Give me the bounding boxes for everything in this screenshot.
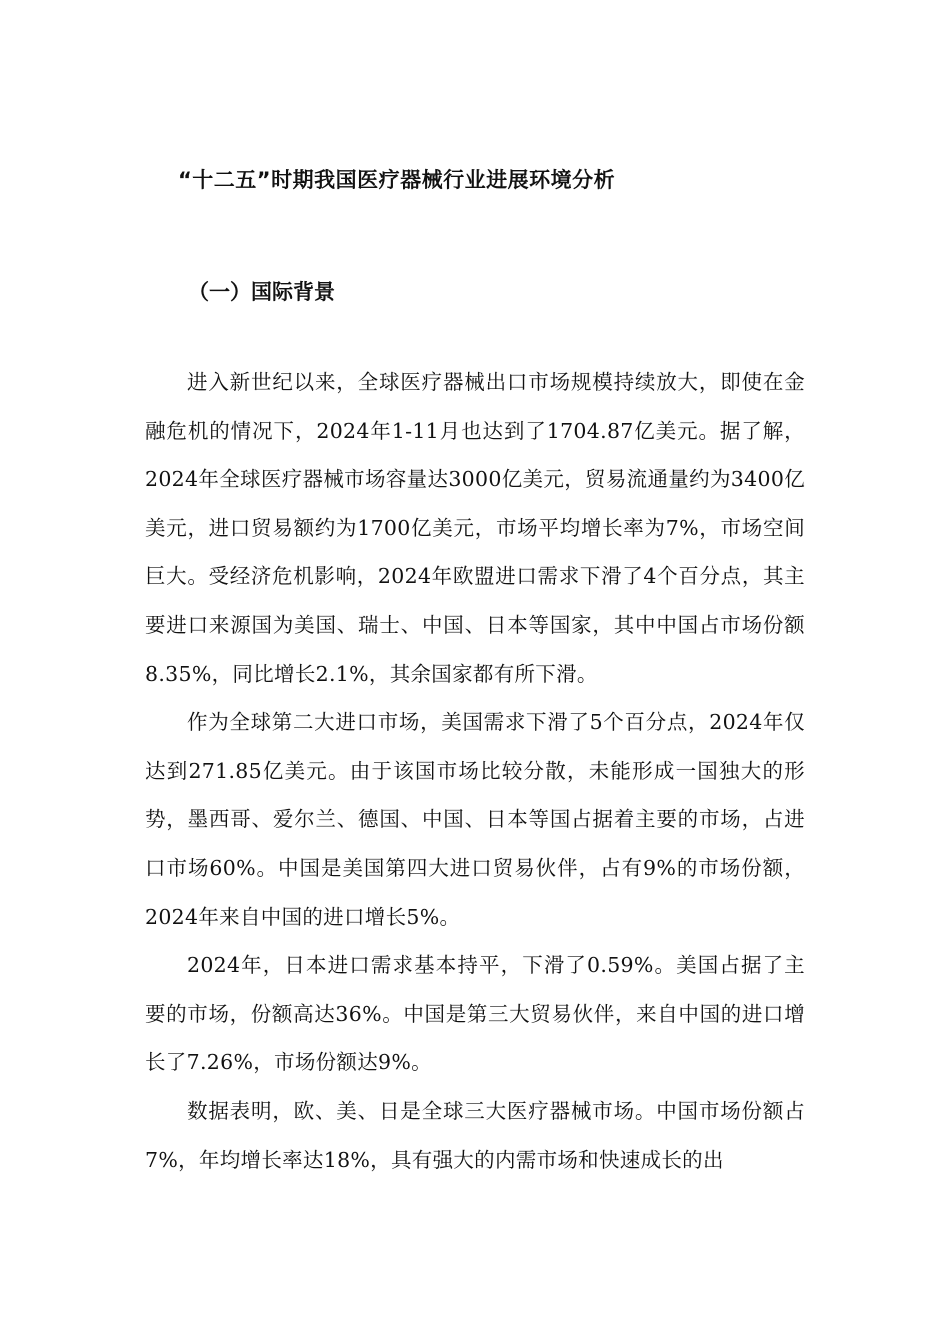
document-title: “十二五”时期我国医疗器械行业进展环境分析: [178, 168, 616, 192]
section-heading: （一）国际背景: [188, 280, 335, 304]
paragraph-3: 2024年，日本进口需求基本持平，下滑了0.59%。美国占据了主要的市场，份额高达36%。中国是第三大贸易伙伴，来自中国的进口增长了7.26%，市场份额达9%。: [145, 953, 805, 1075]
body-text: [145, 358, 805, 1184]
paragraph-4: 数据表明，欧、美、日是全球三大医疗器械市场。中国市场份额占7%，年均增长率达18%，具有强大的内需市场和快速成长的出: [145, 1098, 805, 1172]
paragraph-1: 进入新世纪以来，全球医疗器械出口市场规模持续放大，即使在金融危机的情况下，2024年1-11月也达到了1704.87亿美元。据了解，2024年全球医疗器械市场容量达3000亿美元，贸易流通量约为3400亿美元，进口贸易额约为1700亿美元，市场平均增长率为7%，市场空间巨大。受经济危机影响，2024年欧盟进口需求下滑了4个百分点，其主要进口来源国为美国、瑞士、中国、日本等国家，其中中国占市场份额8.35%，同比增长2.1%，其余国家都有所下滑。: [145, 370, 805, 686]
paragraph-2: 作为全球第二大进口市场，美国需求下滑了5个百分点，2024年仅达到271.85亿美元。由于该国市场比较分散，未能形成一国独大的形势，墨西哥、爱尔兰、德国、中国、日本等国占据着主要的市场，占进口市场60%。中国是美国第四大进口贸易伙伴，占有9%的市场份额，2024年来自中国的进口增长5%。: [145, 710, 805, 929]
